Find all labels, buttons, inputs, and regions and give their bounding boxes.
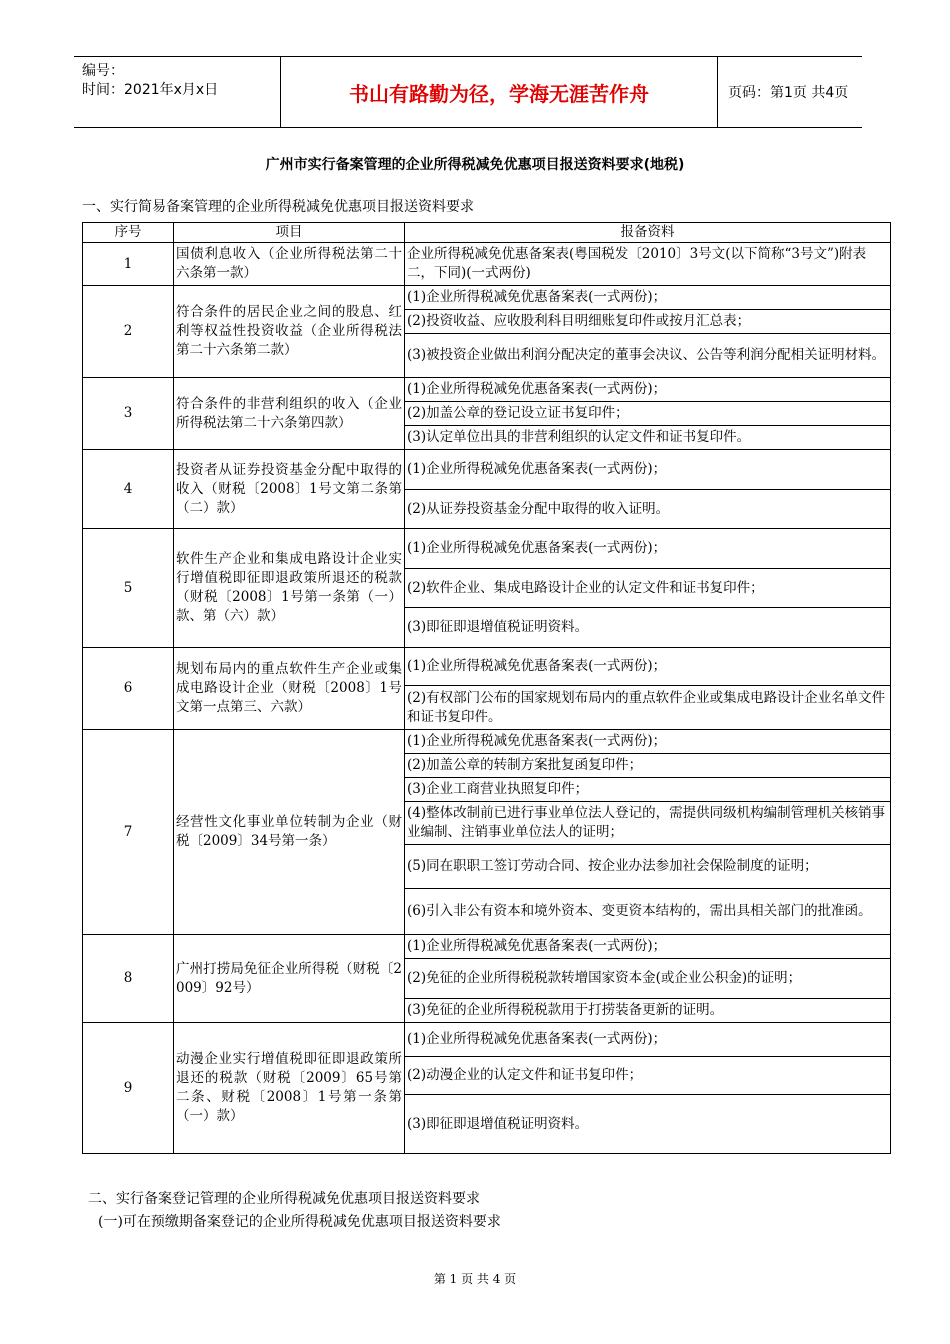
row-material: (2)加盖公章的登记设立证书复印件；	[405, 402, 891, 426]
table-body	[83, 243, 891, 1154]
row-seq: 9	[83, 1023, 174, 1154]
table-row	[83, 378, 891, 402]
row-material: (1)企业所得税减免优惠备案表(一式两份)；	[405, 378, 891, 402]
row-material: (2)投资收益、应收股利科目明细账复印件或按月汇总表；	[405, 310, 891, 334]
row-seq: 4	[83, 450, 174, 529]
table-row	[83, 450, 891, 490]
row-material: (4)整体改制前已进行事业单位法人登记的，需提供同级机构编制管理机关核销事业编制、注销事业单位法人的证明；	[405, 802, 891, 845]
row-item: 符合条件的非营利组织的收入（企业所得税法第二十六条第四款）	[174, 378, 405, 450]
row-material: (2)免征的企业所得税税款转增国家资本金(或企业公积金)的证明；	[405, 959, 891, 999]
row-material: (1)企业所得税减免优惠备案表(一式两份)；	[405, 935, 891, 959]
table-row	[83, 243, 891, 286]
header-number-label: 编号：	[82, 63, 124, 79]
row-seq: 2	[83, 286, 174, 378]
section-heading-2-1: (一)可在预缴期备案登记的企业所得税减免优惠项目报送资料要求	[98, 1214, 501, 1230]
section-heading-1: 一、实行简易备案管理的企业所得税减免优惠项目报送资料要求	[82, 199, 474, 215]
header-date-label: 时间：2021年x月x日	[82, 82, 219, 98]
row-item: 动漫企业实行增值税即征即退政策所退还的税款（财税〔2009〕65号第二条、财税〔2008〕1号第一条第（一）款）	[174, 1023, 405, 1154]
row-material: (2)有权部门公布的国家规划布局内的重点软件企业或集成电路设计企业名单文件和证书复印件。	[405, 686, 891, 730]
row-material: (2)加盖公章的转制方案批复函复印件；	[405, 754, 891, 778]
row-material: 企业所得税减免优惠备案表(粤国税发〔2010〕3号文(以下简称“3号文”)附表二，下同)(一式两份)	[405, 243, 891, 286]
row-item: 规划布局内的重点软件生产企业或集成电路设计企业（财税〔2008〕1号文第一点第三、六款）	[174, 648, 405, 730]
row-item: 经营性文化事业单位转制为企业（财税〔2009〕34号第一条）	[174, 730, 405, 935]
row-material: (3)被投资企业做出利润分配决定的董事会决议、公告等利润分配相关证明材料。	[405, 334, 891, 378]
table-row	[83, 529, 891, 569]
table-row	[83, 730, 891, 754]
row-material: (3)即征即退增值税证明资料。	[405, 1095, 891, 1154]
row-material: (1)企业所得税减免优惠备案表(一式两份)；	[405, 730, 891, 754]
row-material: (2)动漫企业的认定文件和证书复印件；	[405, 1057, 891, 1095]
row-material: (3)免征的企业所得税税款用于打捞装备更新的证明。	[405, 999, 891, 1023]
row-material: (1)企业所得税减免优惠备案表(一式两份)；	[405, 1023, 891, 1057]
row-material: (3)认定单位出具的非营利组织的认定文件和证书复印件。	[405, 426, 891, 450]
header-item: 项目	[174, 223, 405, 243]
row-material: (2)软件企业、集成电路设计企业的认定文件和证书复印件；	[405, 569, 891, 608]
row-seq: 8	[83, 935, 174, 1023]
header-meta	[82, 62, 218, 100]
row-material: (1)企业所得税减免优惠备案表(一式两份)；	[405, 450, 891, 490]
row-material: (1)企业所得税减免优惠备案表(一式两份)；	[405, 648, 891, 686]
table-row	[83, 1023, 891, 1057]
table-row	[83, 286, 891, 310]
header-materials: 报备资料	[405, 223, 891, 243]
row-material: (3)即征即退增值税证明资料。	[405, 608, 891, 648]
row-seq: 6	[83, 648, 174, 730]
requirements-table	[82, 222, 891, 1154]
page-number-footer: 第 1 页 共 4 页	[433, 1272, 517, 1286]
row-material: (6)引入非公有资本和境外资本、变更资本结构的，需出具相关部门的批准函。	[405, 889, 891, 935]
row-material: (2)从证券投资基金分配中取得的收入证明。	[405, 490, 891, 529]
table-header-row	[83, 223, 891, 243]
row-material: (1)企业所得税减免优惠备案表(一式两份)；	[405, 529, 891, 569]
row-item: 软件生产企业和集成电路设计企业实行增值税即征即退政策所退还的税款（财税〔2008〕1号第一条第（一）款、第（六）款）	[174, 529, 405, 648]
row-seq: 1	[83, 243, 174, 286]
row-item: 广州打捞局免征企业所得税（财税〔2009〕92号）	[174, 935, 405, 1023]
page-header	[74, 56, 862, 128]
row-item: 符合条件的居民企业之间的股息、红利等权益性投资收益（企业所得税法第二十六条第二款）	[174, 286, 405, 378]
header-page-label: 页码：第1页 共4页	[728, 85, 849, 101]
row-item: 投资者从证券投资基金分配中取得的收入（财税〔2008〕1号文第二条第（二）款）	[174, 450, 405, 529]
row-seq: 7	[83, 730, 174, 935]
row-material: (5)同在职职工签订劳动合同、按企业办法参加社会保险制度的证明；	[405, 845, 891, 889]
header-motto: 书山有路勤为径，学海无涯苦作舟	[280, 57, 718, 127]
table-row	[83, 935, 891, 959]
row-material: (3)企业工商营业执照复印件；	[405, 778, 891, 802]
document-title: 广州市实行备案管理的企业所得税减免优惠项目报送资料要求(地税)	[265, 157, 685, 173]
row-seq: 3	[83, 378, 174, 450]
section-heading-2: 二、实行备案登记管理的企业所得税减免优惠项目报送资料要求	[88, 1191, 480, 1207]
row-material: (1)企业所得税减免优惠备案表(一式两份)；	[405, 286, 891, 310]
header-seq: 序号	[83, 223, 174, 243]
row-seq: 5	[83, 529, 174, 648]
row-item: 国债利息收入（企业所得税法第二十六条第一款）	[174, 243, 405, 286]
table-row	[83, 648, 891, 686]
